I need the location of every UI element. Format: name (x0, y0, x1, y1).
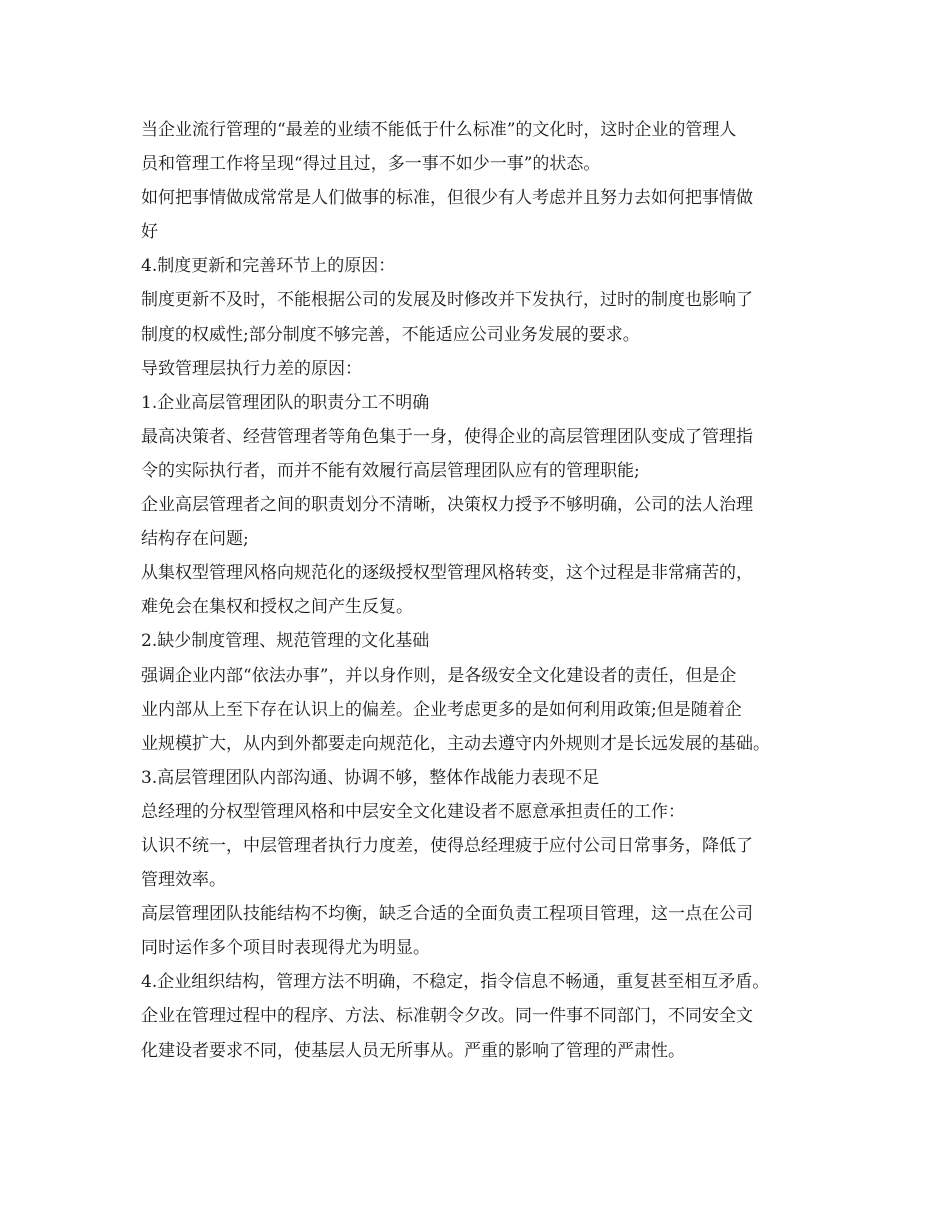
text-line: 化建设者要求不同，使基层人员无所事从。严重的影响了管理的严肃性。 (141, 1040, 685, 1061)
text-line: 强调企业内部“依法办事”，并以身作则，是各级安全文化建设者的责任，但是企 (141, 665, 737, 686)
text-line: 结构存在问题; (141, 529, 249, 550)
text-line: 企业高层管理者之间的职责划分不清晰，决策权力授予不够明确，公司的法人治理 (141, 495, 753, 516)
section-heading: 4.企业组织结构，管理方法不明确，不稳定，指令信息不畅通，重复甚至相互矛盾。 (141, 972, 770, 993)
text-line: 令的实际执行者，而并不能有效履行高层管理团队应有的管理职能; (141, 460, 640, 481)
text-line: 同时运作多个项目时表现得尤为明显。 (141, 938, 430, 959)
text-line: 制度更新不及时，不能根据公司的发展及时修改并下发执行，过时的制度也影响了 (141, 290, 753, 311)
text-line: 难免会在集权和授权之间产生反复。 (141, 597, 413, 618)
text-line: 企业在管理过程中的程序、方法、标准朝令夕改。同一件事不同部门，不同安全文 (141, 1006, 753, 1027)
text-line: 制度的权威性;部分制度不够完善，不能适应公司业务发展的要求。 (141, 324, 640, 345)
text-line: 高层管理团队技能结构不均衡，缺乏合适的全面负责工程项目管理，这一点在公司 (141, 904, 753, 925)
text-line: 当企业流行管理的“最差的业绩不能低于什么标准”的文化时，这时企业的管理人 (141, 120, 737, 140)
section-heading: 导致管理层执行力差的原因： (141, 358, 362, 379)
text-line: 好 (141, 222, 158, 243)
text-line: 管理效率。 (141, 870, 226, 891)
text-line: 认识不统一，中层管理者执行力度差，使得总经理疲于应付公司日常事务，降低了 (141, 835, 753, 856)
section-heading: 2.缺少制度管理、规范管理的文化基础 (141, 631, 430, 652)
section-heading: 3.高层管理团队内部沟通、协调不够，整体作战能力表现不足 (141, 767, 600, 788)
section-heading: 4.制度更新和完善环节上的原因： (141, 256, 396, 277)
text-line: 如何把事情做成常常是人们做事的标准，但很少有人考虑并且努力去如何把事情做 (141, 188, 753, 209)
text-line: 最高决策者、经营管理者等角色集于一身，使得企业的高层管理团队变成了管理指 (141, 426, 753, 447)
text-line: 业内部从上至下存在认识上的偏差。企业考虑更多的是如何利用政策;但是随着企 (141, 699, 742, 720)
text-line: 总经理的分权型管理风格和中层安全文化建设者不愿意承担责任的工作： (141, 801, 685, 822)
section-heading: 1.企业高层管理团队的职责分工不明确 (141, 392, 430, 413)
text-line: 从集权型管理风格向规范化的逐级授权型管理风格转变，这个过程是非常痛苦的， (141, 563, 753, 584)
document-body (141, 113, 831, 1068)
text-line: 员和管理工作将呈现“得过且过，多一事不如少一事”的状态。 (141, 154, 601, 175)
text-line: 业规模扩大，从内到外都要走向规范化，主动去遵守内外规则才是长远发展的基础。 (141, 733, 770, 754)
